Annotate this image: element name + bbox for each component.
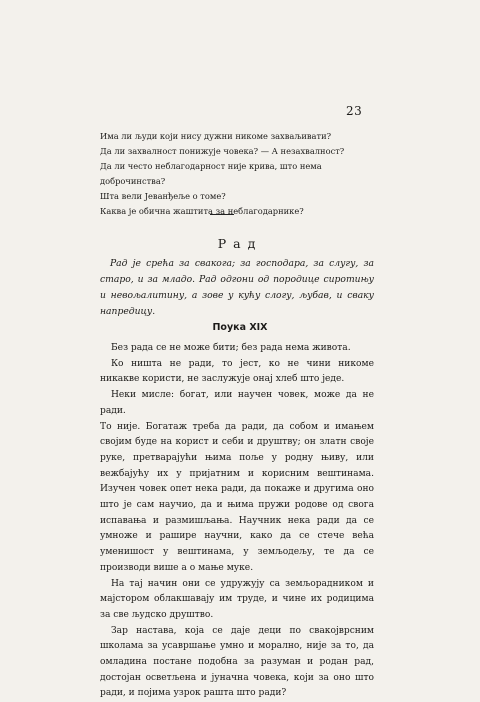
section-divider (210, 214, 234, 215)
question-5: Каква је обична жаштита за неблагодарнике? (100, 206, 304, 216)
paragraph-1: Без рада се не може бити; без рада нема живота. (111, 343, 351, 353)
question-4: Шта вели Јеванђеље о томе? (100, 191, 226, 201)
paragraph-4: То није. Богатаж треба да ради, да собом и имањем својим буде на корист и себи и друштву; он златн своје руке, претварајући њима поље у родну њиву, или вежбајућу их у пријатним и корисним вештинама. Изучен човек опет нека ради, да покаже и другима оно што је сам научио, да и њима пружи родове од свога испавања и размишљања. Научник нека ради да се умноже и рашире научни, како да се стече већа уменишост у вештинама, у земљодељу, те да се производи више а о мање муке. (100, 421, 374, 573)
paragraph-5: На тај начин они се удружују са земљорадником и мајстором облакшавају им труде, и чине их родицима за све људско друштво. (100, 578, 374, 620)
section-title: Рад (217, 236, 263, 251)
section-motto (100, 256, 374, 320)
question-3: Да ли често неблагодарност није крива, што нема доброчинства? (100, 161, 322, 186)
page-number: 23 (346, 104, 363, 118)
question-list (100, 129, 372, 219)
paragraph-6: Зар настава, која се даје деци по свакојврсним школама за усавршање умно и морално, није за то, да омладина постане подобна за разуман и родан рад, достојан осветљена и јуначна човека, који за оно што ради, и појима узрок рашта што ради? (100, 625, 374, 699)
paragraph-2: Ко ништа не ради, то јест, ко не чини никоме никакве користи, не заслужује онај хлеб што једе. (100, 358, 374, 385)
lesson-heading: Поука XIX (212, 322, 268, 333)
lesson-body (100, 341, 374, 702)
question-1: Има ли људи који нису дужни никоме захваљивати? (100, 131, 332, 141)
motto-text: Рад је срећа за свакога; за господара, за слугу, за старо, и за младо. Рад одгони од породице сиротињу и невољалитину, а зове у кућу слогу, љубав, и сваку напредицу. (100, 258, 374, 317)
paragraph-3: Неки мисле: богат, или научен човек, може да не ради. (100, 390, 374, 416)
question-2: Да ли захвалност понижује човека? — А незахвалност? (100, 146, 345, 156)
